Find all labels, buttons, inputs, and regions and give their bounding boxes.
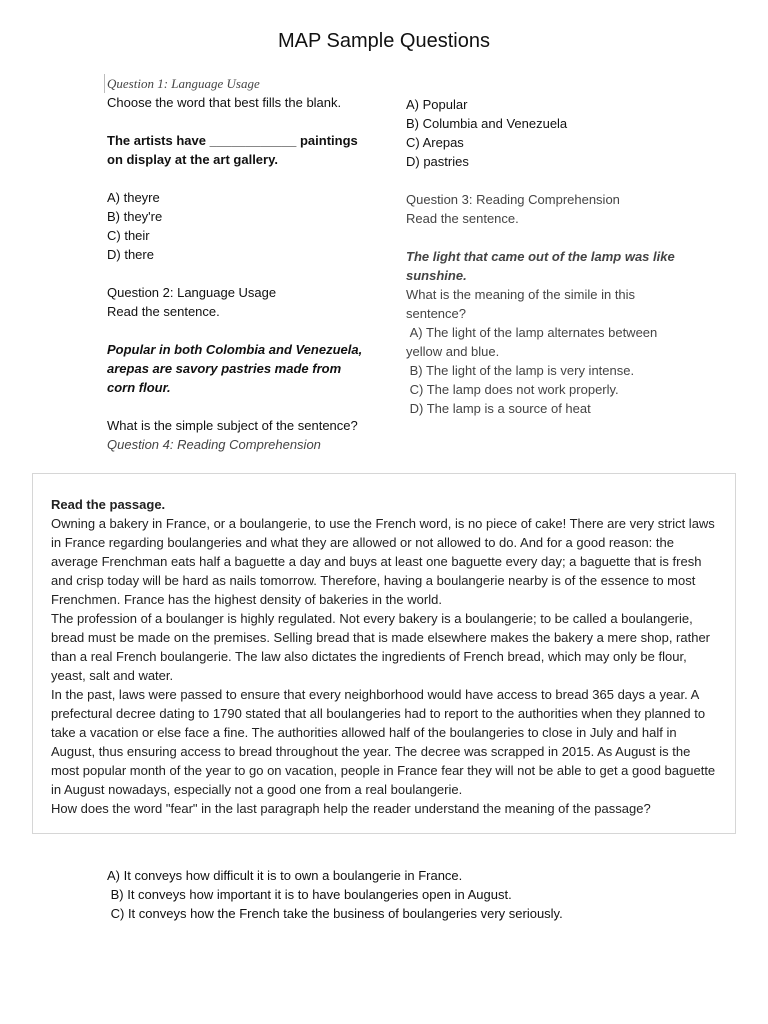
q2-label: Question 2: Language Usage [107,285,277,300]
q2-option-c: C) Arepas [406,135,464,150]
q1-sentence: The artists have ____________ paintings on display at the art gallery. [107,133,358,167]
passage-question: How does the word "fear" in the last paragraph help the reader understand the meaning of the passage? [51,801,651,816]
q3-option-c: C) The lamp does not work properly. [406,382,619,397]
passage-paragraph-3: In the past, laws were passed to ensure that every neighborhood would have access to bread 365 days a year. A prefectural decree dating to 1790 stated that all boulangeries had to report to the authorities when they planned to take a vacation or else face a fine. The authorities allowed half of the boulangeries to close in July and half in August, thus ensuring access to bread throughout the year. The decree was scrapped in 2015. As August is the most popular month of the year to go on vacation, people in France fear they will not be able to get a good baguette in August nowadays, especially not a good one from a real boulangerie. [51,687,716,797]
q4-option-b: B) It conveys how important it is to have boulangeries open in August. [107,887,512,902]
q3-option-a: A) The light of the lamp alternates between yellow and blue. [406,325,661,359]
q4-options [107,866,707,923]
q2-sentence: Popular in both Colombia and Venezuela, arepas are savory pastries made from corn flour. [107,342,363,395]
q1-label: Question 1: Language Usage [104,74,372,93]
q3-option-b: B) The light of the lamp is very intense. [406,363,635,378]
q3-option-d: D) The lamp is a source of heat [406,401,591,416]
q4-option-a: A) It conveys how difficult it is to own a boulangerie in France. [107,868,463,883]
q2-instruction: Read the sentence. [107,304,220,319]
q2-question: What is the simple subject of the sentence? [107,418,358,433]
q3-instruction: Read the sentence. [406,211,519,226]
right-column [406,95,676,418]
q1-option-c: C) their [107,228,150,243]
q2-option-d: D) pastries [406,154,469,169]
passage-paragraph-2: The profession of a boulanger is highly regulated. Not every bakery is a boulangerie; to be called a boulangerie, bread must be made on the premises. Selling bread that is made elsewhere makes the bakery a mere shop, rather than a real French boulangerie. The law also dictates the ingredients of French bread, which may only be flour, yeast, salt and water. [51,611,711,683]
page-title: MAP Sample Questions [278,30,490,52]
q1-option-b: B) they're [107,209,163,224]
passage-heading: Read the passage. [51,497,166,512]
q1-option-d: D) there [107,247,154,262]
q1-option-a: A) theyre [107,190,160,205]
q4-option-c: C) It conveys how the French take the business of boulangeries very seriously. [107,906,563,921]
left-column [107,74,372,454]
q1-instruction: Choose the word that best fills the blank. [107,95,342,110]
q2-option-a: A) Popular [406,97,468,112]
passage-paragraph-1: Owning a bakery in France, or a boulangerie, to use the French word, is no piece of cake! There are very strict laws in France regarding boulangeries and what they are allowed or not allowed to do. And for a good reason: the average Frenchman eats half a baguette a day and buys at least one baguette every day; a baguette that is fresh and crisp today will be hard as nails tomorrow. Therefore, having a boulangerie nearby is of the essence to most Frenchmen. France has the highest density of bakeries in the world. [51,516,715,607]
q2-option-b: B) Columbia and Venezuela [406,116,568,131]
q3-sentence: The light that came out of the lamp was like sunshine. [406,249,675,283]
q3-question: What is the meaning of the simile in this sentence? [406,287,636,321]
q3-label: Question 3: Reading Comprehension [406,192,620,207]
q4-label: Question 4: Reading Comprehension [107,437,321,452]
passage-box [32,473,736,834]
